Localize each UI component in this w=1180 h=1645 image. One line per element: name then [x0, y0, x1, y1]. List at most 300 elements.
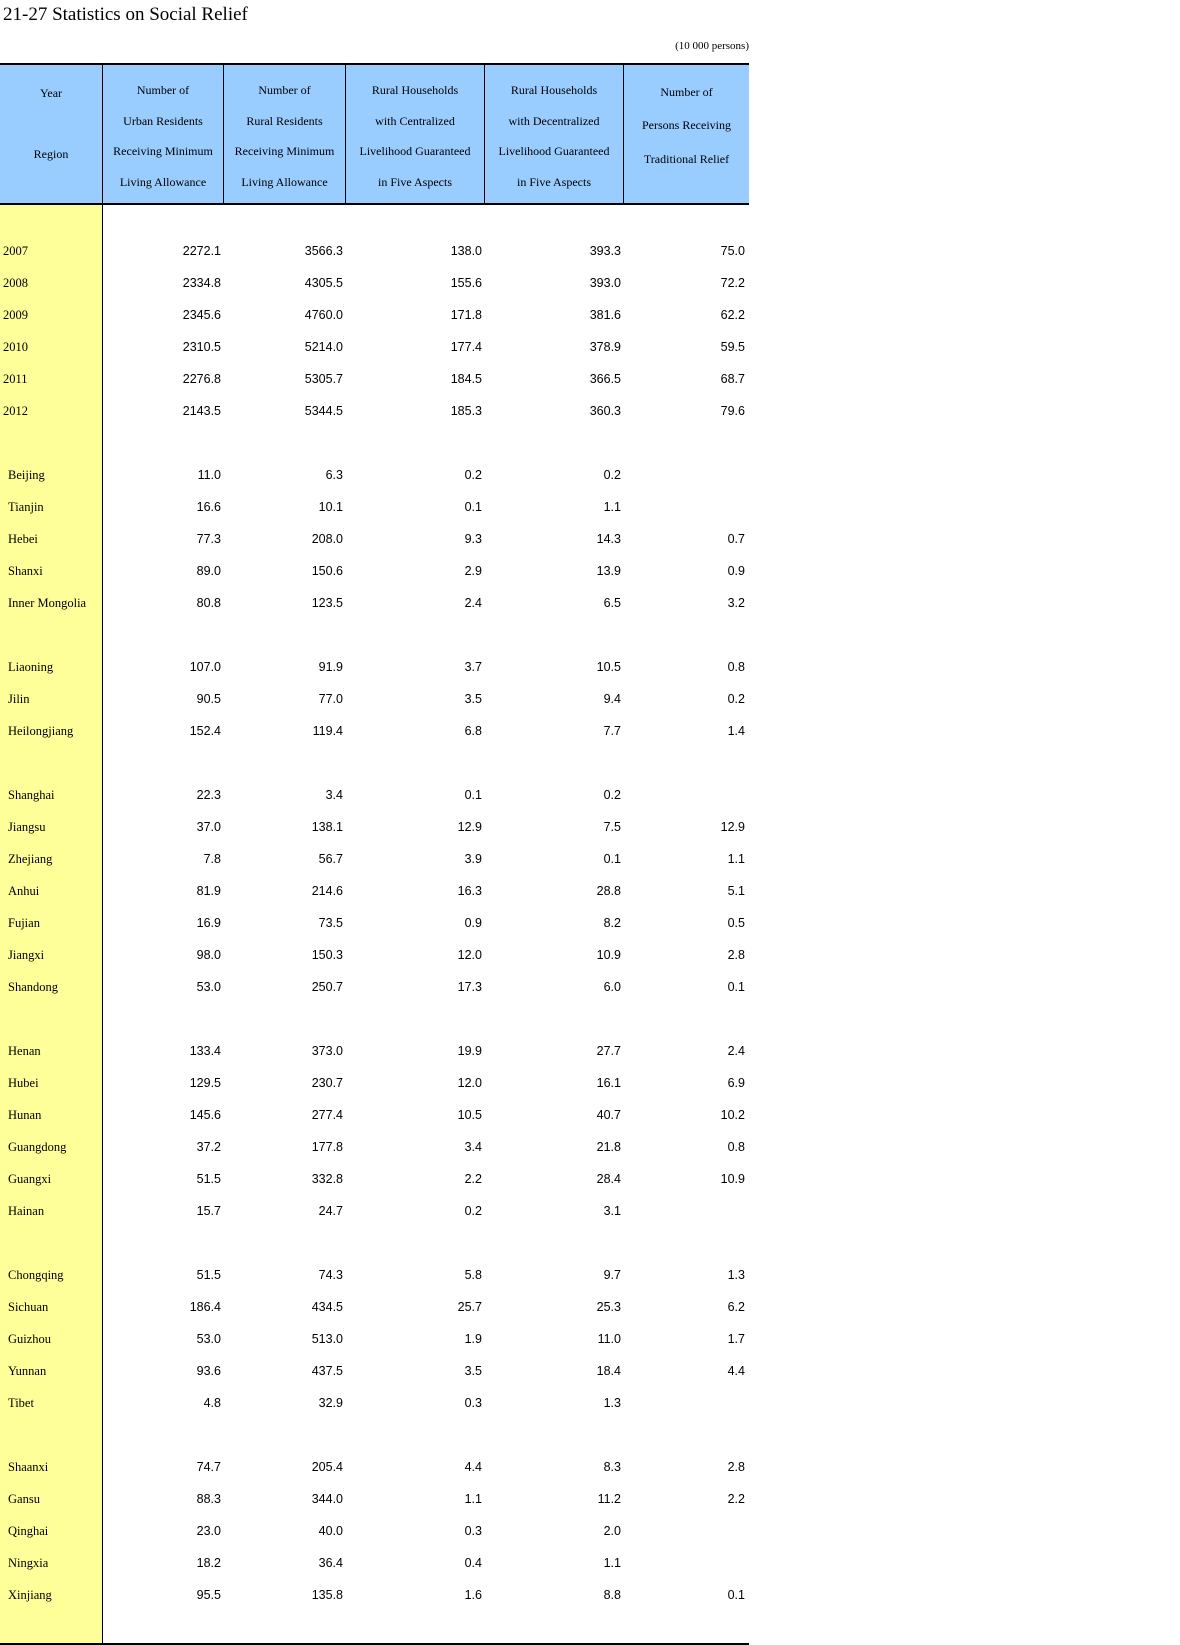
- table-cell: 28.4: [596, 1172, 621, 1186]
- table-cell: 62.2: [720, 308, 745, 322]
- table-cell: 119.4: [312, 724, 343, 738]
- table-row: [103, 683, 749, 715]
- table-row: [103, 1515, 749, 1547]
- table-cell: 51.5: [196, 1172, 221, 1186]
- table-cell: 11.0: [197, 468, 221, 482]
- table-cell: 1.7: [727, 1332, 745, 1346]
- unit-note: (10 000 persons): [675, 40, 749, 52]
- table-cell: 177.4: [450, 340, 482, 354]
- table-cell: 6.0: [603, 980, 621, 994]
- table-cell: 11.2: [597, 1492, 621, 1506]
- table-cell: 12.9: [720, 820, 745, 834]
- table-cell: 37.2: [196, 1140, 221, 1154]
- table-cell: 98.0: [196, 948, 221, 962]
- table-cell: 7.8: [203, 852, 221, 866]
- table-body: [0, 205, 749, 1643]
- table-cell: 25.7: [457, 1300, 482, 1314]
- table-cell: 373.0: [311, 1044, 343, 1058]
- table-cell: 135.8: [311, 1588, 343, 1602]
- column-header-line: Living Allowance: [241, 174, 328, 189]
- table-cell: 2143.5: [182, 404, 221, 418]
- table-row: [103, 1163, 749, 1195]
- table-cell: 2.0: [603, 1524, 621, 1538]
- table-cell: 5.1: [727, 884, 745, 898]
- table-row: [103, 235, 749, 267]
- column-header-line: Livelihood Guaranteed: [498, 144, 610, 159]
- table-cell: 3.1: [603, 1204, 621, 1218]
- table-cell: 10.5: [596, 660, 621, 674]
- table-row: [103, 779, 749, 811]
- region-label: Jiangxi: [8, 948, 45, 962]
- column-header-line: Rural Households: [510, 83, 598, 98]
- column-header-line: Persons Receiving: [642, 118, 731, 133]
- table-cell: 8.3: [603, 1460, 621, 1474]
- table-cell: 360.3: [589, 404, 621, 418]
- table-row: [103, 907, 749, 939]
- column-header-line: in Five Aspects: [517, 174, 591, 189]
- table-cell: 0.1: [464, 500, 482, 514]
- table-cell: 18.2: [196, 1556, 221, 1570]
- table-cell: 2.4: [464, 596, 482, 610]
- table-cell: 2.2: [464, 1172, 482, 1186]
- region-label: Shanghai: [8, 788, 55, 802]
- table-cell: 133.4: [189, 1044, 221, 1058]
- table-cell: 171.8: [450, 308, 482, 322]
- column-header-4: [485, 65, 624, 203]
- table-row: [103, 715, 749, 747]
- table-cell: 93.6: [196, 1364, 221, 1378]
- table-cell: 23.0: [196, 1524, 221, 1538]
- table-cell: 6.8: [464, 724, 482, 738]
- column-header-1: [103, 65, 224, 203]
- table-cell: 0.8: [727, 660, 745, 674]
- region-label: Shaanxi: [8, 1460, 49, 1474]
- table-cell: 0.3: [464, 1524, 482, 1538]
- table-cell: 24.7: [318, 1204, 343, 1218]
- table-row: [103, 1387, 749, 1419]
- table-cell: 89.0: [196, 564, 221, 578]
- table-cell: 393.0: [589, 276, 621, 290]
- table-cell: 4.8: [203, 1396, 221, 1410]
- table-cell: 138.0: [450, 244, 482, 258]
- table-cell: 230.7: [311, 1076, 343, 1090]
- column-header-line: Number of: [660, 84, 713, 99]
- column-header-0: [0, 65, 103, 203]
- table-cell: 6.2: [727, 1300, 745, 1314]
- table-cell: 1.1: [464, 1492, 482, 1506]
- table-cell: 16.9: [196, 916, 221, 930]
- table-cell: 8.8: [603, 1588, 621, 1602]
- table-cell: 74.3: [318, 1268, 343, 1282]
- table-cell: 0.7: [727, 532, 745, 546]
- column-header-2: [224, 65, 346, 203]
- table-cell: 15.7: [196, 1204, 221, 1218]
- table-cell: 1.1: [603, 1556, 621, 1570]
- table-cell: 250.7: [311, 980, 343, 994]
- region-label: Hainan: [8, 1204, 45, 1218]
- table-cell: 2.8: [727, 948, 745, 962]
- table-cell: 53.0: [196, 980, 221, 994]
- column-header-line: Livelihood Guaranteed: [359, 144, 471, 159]
- group-spacer: [103, 1419, 749, 1451]
- table-cell: 77.0: [318, 692, 343, 706]
- table-cell: 0.1: [603, 852, 621, 866]
- table-cell: 7.5: [603, 820, 621, 834]
- region-label: Tibet: [8, 1396, 34, 1410]
- region-label: Jiangsu: [8, 820, 46, 834]
- table-cell: 5344.5: [304, 404, 343, 418]
- table-cell: 1.3: [727, 1268, 745, 1282]
- table-cell: 16.1: [596, 1076, 621, 1090]
- group-spacer: [103, 747, 749, 779]
- region-label: Guangxi: [8, 1172, 52, 1186]
- table-cell: 18.4: [596, 1364, 621, 1378]
- table-row: [103, 843, 749, 875]
- table-row: [103, 331, 749, 363]
- table-cell: 3.4: [325, 788, 343, 802]
- table-cell: 205.4: [311, 1460, 343, 1474]
- table-row: [103, 523, 749, 555]
- region-label: Zhejiang: [8, 852, 53, 866]
- table-cell: 22.3: [196, 788, 221, 802]
- table-cell: 53.0: [196, 1332, 221, 1346]
- table-row: [103, 939, 749, 971]
- table-cell: 4760.0: [304, 308, 343, 322]
- table-row: [103, 811, 749, 843]
- table-cell: 16.6: [196, 500, 221, 514]
- table-row: [103, 875, 749, 907]
- region-label: Fujian: [8, 916, 40, 930]
- group-spacer: [103, 205, 749, 235]
- table-cell: 2.2: [727, 1492, 745, 1506]
- table-row: [103, 1547, 749, 1579]
- region-label: Tianjin: [8, 500, 44, 514]
- table-cell: 123.5: [311, 596, 343, 610]
- region-label: Xinjiang: [8, 1588, 52, 1602]
- column-header-line: Traditional Relief: [643, 151, 730, 166]
- table-row: [103, 491, 749, 523]
- table-cell: 434.5: [311, 1300, 343, 1314]
- table-cell: 28.8: [596, 884, 621, 898]
- table-cell: 25.3: [596, 1300, 621, 1314]
- table-cell: 79.6: [720, 404, 745, 418]
- table-cell: 4.4: [464, 1460, 482, 1474]
- table-cell: 90.5: [196, 692, 221, 706]
- label-column: [0, 205, 103, 1643]
- table-cell: 2345.6: [182, 308, 221, 322]
- table-cell: 1.9: [464, 1332, 482, 1346]
- table-row: [103, 1195, 749, 1227]
- region-label: Shandong: [8, 980, 58, 994]
- table-cell: 3.4: [464, 1140, 482, 1154]
- table-cell: 68.7: [720, 372, 745, 386]
- group-spacer: [0, 1003, 102, 1035]
- column-header-line: with Decentralized: [508, 113, 600, 128]
- table-cell: 19.9: [457, 1044, 482, 1058]
- year-label: 2010: [3, 340, 28, 354]
- table-cell: 6.5: [603, 596, 621, 610]
- table-cell: 5305.7: [304, 372, 343, 386]
- column-header-line: Year: [39, 86, 63, 101]
- table-cell: 10.2: [720, 1108, 745, 1122]
- table-row: [103, 1099, 749, 1131]
- region-label: Yunnan: [8, 1364, 47, 1378]
- table-cell: 59.5: [720, 340, 745, 354]
- region-label: Gansu: [8, 1492, 40, 1506]
- table-cell: 10.1: [318, 500, 343, 514]
- region-label: Hubei: [8, 1076, 39, 1090]
- page-title: 21-27 Statistics on Social Relief: [3, 4, 248, 25]
- region-label: Qinghai: [8, 1524, 49, 1538]
- table-cell: 2.4: [727, 1044, 745, 1058]
- statistics-table: [0, 63, 749, 1645]
- table-cell: 3.9: [464, 852, 482, 866]
- table-cell: 5.8: [464, 1268, 482, 1282]
- region-label: Guizhou: [8, 1332, 52, 1346]
- table-cell: 10.9: [596, 948, 621, 962]
- table-cell: 378.9: [589, 340, 621, 354]
- value-columns: [103, 205, 749, 1643]
- table-cell: 437.5: [311, 1364, 343, 1378]
- column-header-line: with Centralized: [375, 113, 455, 128]
- table-end-space: [0, 1611, 102, 1643]
- table-cell: 1.1: [603, 500, 621, 514]
- table-cell: 10.5: [457, 1108, 482, 1122]
- table-cell: 80.8: [196, 596, 221, 610]
- column-header-line: Living Allowance: [119, 174, 207, 189]
- table-row: [103, 1035, 749, 1067]
- table-cell: 393.3: [589, 244, 621, 258]
- table-cell: 145.6: [189, 1108, 221, 1122]
- table-cell: 513.0: [311, 1332, 343, 1346]
- column-header-3: [346, 65, 485, 203]
- group-spacer: [103, 619, 749, 651]
- table-cell: 150.3: [311, 948, 343, 962]
- table-cell: 186.4: [189, 1300, 221, 1314]
- table-cell: 3.5: [464, 692, 482, 706]
- table-cell: 0.1: [464, 788, 482, 802]
- table-row: [103, 1483, 749, 1515]
- table-cell: 91.9: [318, 660, 343, 674]
- column-header-line: Receiving Minimum: [113, 144, 213, 159]
- table-row: [103, 1131, 749, 1163]
- table-cell: 17.3: [457, 980, 482, 994]
- table-cell: 208.0: [311, 532, 343, 546]
- region-label: Hebei: [8, 532, 38, 546]
- table-cell: 214.6: [311, 884, 343, 898]
- table-cell: 12.9: [457, 820, 482, 834]
- table-cell: 184.5: [450, 372, 482, 386]
- region-label: Jilin: [8, 692, 30, 706]
- column-header-line: Number of: [136, 83, 190, 98]
- table-row: [103, 1323, 749, 1355]
- table-cell: 6.9: [727, 1076, 745, 1090]
- table-cell: 344.0: [311, 1492, 343, 1506]
- table-cell: 14.3: [596, 532, 621, 546]
- table-cell: 3.7: [464, 660, 482, 674]
- year-label: 2007: [3, 244, 28, 258]
- table-cell: 1.6: [464, 1588, 482, 1602]
- table-row: [103, 1355, 749, 1387]
- table-cell: 2334.8: [182, 276, 221, 290]
- table-cell: 1.3: [603, 1396, 621, 1410]
- table-cell: 177.8: [311, 1140, 343, 1154]
- table-cell: 40.0: [318, 1524, 343, 1538]
- table-row: [103, 1579, 749, 1611]
- table-cell: 2272.1: [182, 244, 221, 258]
- region-label: Sichuan: [8, 1300, 49, 1314]
- table-cell: 32.9: [318, 1396, 343, 1410]
- group-spacer: [103, 1003, 749, 1035]
- table-cell: 74.7: [196, 1460, 221, 1474]
- table-cell: 0.8: [727, 1140, 745, 1154]
- column-header-line: Rural Households: [371, 83, 459, 98]
- region-label: Liaoning: [8, 660, 54, 674]
- column-header-line: Rural Residents: [246, 113, 323, 128]
- table-cell: 3.2: [727, 596, 745, 610]
- table-row: [103, 971, 749, 1003]
- table-cell: 5214.0: [304, 340, 343, 354]
- group-spacer: [0, 619, 102, 651]
- table-cell: 27.7: [596, 1044, 621, 1058]
- table-row: [103, 363, 749, 395]
- table-cell: 37.0: [196, 820, 221, 834]
- table-cell: 13.9: [596, 564, 621, 578]
- table-row: [103, 395, 749, 427]
- region-label: Inner Mongolia: [8, 596, 87, 610]
- table-row: [103, 1451, 749, 1483]
- table-cell: 4.4: [727, 1364, 745, 1378]
- group-spacer: [0, 1419, 102, 1451]
- table-cell: 129.5: [189, 1076, 221, 1090]
- year-label: 2009: [3, 308, 28, 322]
- table-cell: 0.4: [464, 1556, 482, 1570]
- table-cell: 12.0: [457, 1076, 482, 1090]
- table-row: [103, 459, 749, 491]
- table-cell: 2276.8: [182, 372, 221, 386]
- table-cell: 0.3: [464, 1396, 482, 1410]
- table-cell: 0.2: [603, 468, 621, 482]
- table-cell: 95.5: [196, 1588, 221, 1602]
- table-row: [103, 299, 749, 331]
- table-cell: 72.2: [720, 276, 745, 290]
- table-cell: 36.4: [318, 1556, 343, 1570]
- table-cell: 2310.5: [182, 340, 221, 354]
- group-spacer: [0, 747, 102, 779]
- group-spacer: [103, 427, 749, 459]
- group-spacer: [0, 427, 102, 459]
- table-cell: 8.2: [603, 916, 621, 930]
- group-spacer: [103, 1227, 749, 1259]
- table-cell: 12.0: [457, 948, 482, 962]
- region-label: Heilongjiang: [8, 724, 74, 738]
- region-label: Beijing: [8, 468, 45, 482]
- table-cell: 4305.5: [304, 276, 343, 290]
- table-cell: 77.3: [196, 532, 221, 546]
- table-row: [103, 267, 749, 299]
- table-end-space: [103, 1611, 749, 1643]
- column-header-line: Urban Residents: [123, 113, 203, 128]
- table-cell: 0.5: [727, 916, 745, 930]
- table-cell: 0.2: [464, 468, 482, 482]
- year-label: 2011: [3, 372, 28, 386]
- table-cell: 7.7: [603, 724, 621, 738]
- column-header-line: Receiving Minimum: [234, 144, 335, 159]
- table-cell: 0.9: [464, 916, 482, 930]
- table-cell: 332.8: [311, 1172, 343, 1186]
- column-header-line: Region: [33, 147, 69, 162]
- column-header-5: [624, 65, 749, 203]
- region-label: Chongqing: [8, 1268, 64, 1282]
- region-label: Hunan: [8, 1108, 42, 1122]
- table-row: [103, 1259, 749, 1291]
- column-header-line: Number of: [258, 83, 311, 98]
- table-row: [103, 587, 749, 619]
- table-cell: 0.1: [727, 1588, 745, 1602]
- table-cell: 0.1: [727, 980, 745, 994]
- group-spacer: [0, 205, 102, 235]
- group-spacer: [0, 1227, 102, 1259]
- table-cell: 138.1: [311, 820, 343, 834]
- table-cell: 88.3: [196, 1492, 221, 1506]
- table-cell: 2.9: [464, 564, 482, 578]
- table-cell: 1.1: [727, 852, 745, 866]
- table-cell: 75.0: [720, 244, 745, 258]
- region-label: Ningxia: [8, 1556, 49, 1570]
- table-cell: 81.9: [196, 884, 221, 898]
- table-header: [0, 65, 749, 203]
- table-cell: 73.5: [318, 916, 343, 930]
- table-cell: 155.6: [450, 276, 482, 290]
- year-label: 2012: [3, 404, 28, 418]
- table-cell: 0.2: [603, 788, 621, 802]
- table-cell: 277.4: [311, 1108, 343, 1122]
- table-cell: 2.8: [727, 1460, 745, 1474]
- table-row: [103, 1291, 749, 1323]
- table-cell: 51.5: [196, 1268, 221, 1282]
- table-cell: 0.9: [727, 564, 745, 578]
- table-cell: 152.4: [189, 724, 221, 738]
- table-row: [103, 651, 749, 683]
- region-label: Anhui: [8, 884, 40, 898]
- region-label: Henan: [8, 1044, 41, 1058]
- table-cell: 3566.3: [304, 244, 343, 258]
- table-cell: 21.8: [596, 1140, 621, 1154]
- table-cell: 9.7: [603, 1268, 621, 1282]
- table-cell: 9.4: [603, 692, 621, 706]
- table-cell: 9.3: [464, 532, 482, 546]
- table-cell: 40.7: [596, 1108, 621, 1122]
- table-cell: 107.0: [189, 660, 221, 674]
- table-row: [103, 1067, 749, 1099]
- table-cell: 10.9: [720, 1172, 745, 1186]
- table-cell: 11.0: [597, 1332, 621, 1346]
- table-cell: 150.6: [311, 564, 343, 578]
- table-cell: 185.3: [450, 404, 482, 418]
- table-cell: 16.3: [457, 884, 482, 898]
- table-cell: 366.5: [589, 372, 621, 386]
- column-header-line: in Five Aspects: [378, 174, 452, 189]
- table-cell: 0.2: [464, 1204, 482, 1218]
- region-label: Guangdong: [8, 1140, 67, 1154]
- region-label: Shanxi: [8, 564, 43, 578]
- table-cell: 0.2: [727, 692, 745, 706]
- table-cell: 6.3: [325, 468, 343, 482]
- table-row: [103, 555, 749, 587]
- table-cell: 381.6: [589, 308, 621, 322]
- year-label: 2008: [3, 276, 28, 290]
- table-cell: 1.4: [727, 724, 745, 738]
